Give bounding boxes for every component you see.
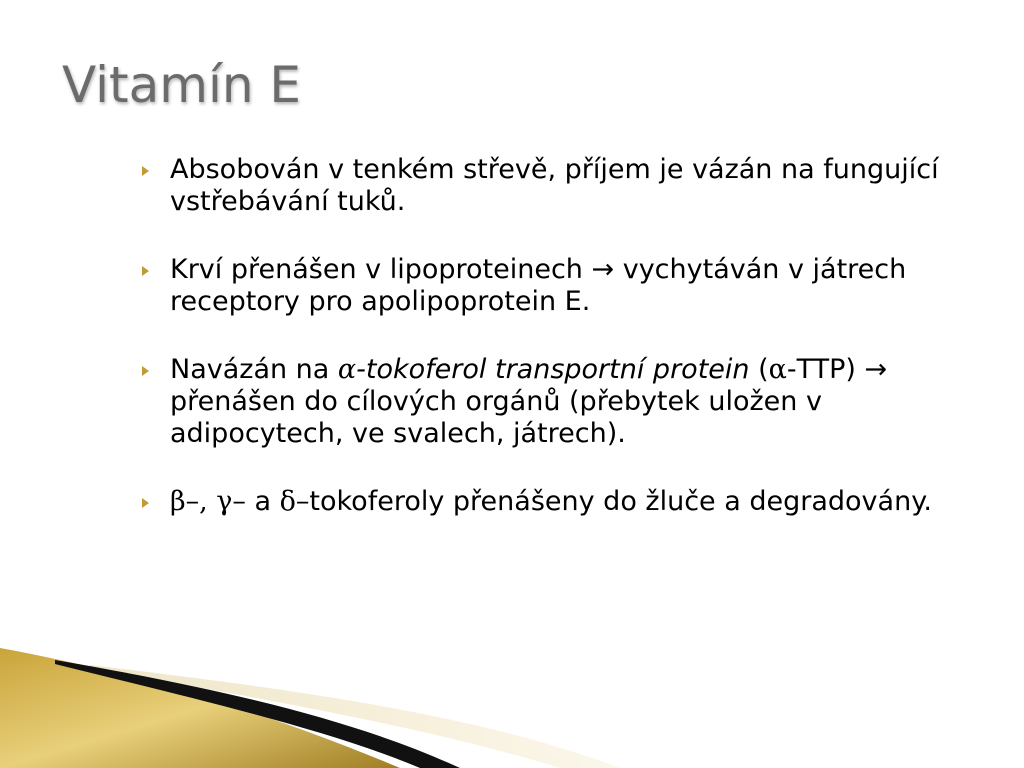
triangle-bullet-icon bbox=[142, 498, 149, 508]
bullet-item bbox=[142, 486, 972, 518]
bullet-item bbox=[142, 254, 972, 318]
bullet-item bbox=[142, 154, 972, 218]
beta-symbol: β–, bbox=[170, 486, 217, 517]
gamma-symbol: γ– bbox=[216, 486, 246, 517]
alpha-symbol: α bbox=[337, 354, 357, 385]
paren-open: ( bbox=[749, 354, 769, 385]
triangle-bullet-icon bbox=[142, 366, 149, 376]
triangle-bullet-icon bbox=[142, 166, 149, 176]
bullet-text-mid: a bbox=[245, 486, 280, 517]
bullet-text-rest: tokoferoly přenášeny do žluče a degradovány. bbox=[309, 486, 932, 517]
delta-symbol: δ– bbox=[279, 486, 310, 517]
bullet-italic-term: -tokoferol transportní protein bbox=[356, 354, 750, 385]
slide-title: Vitamín E bbox=[62, 56, 302, 114]
bullet-text: Absobován v tenkém střevě, příjem je vázán na fungující vstřebávání tuků. bbox=[170, 154, 939, 217]
gold-wedge bbox=[0, 648, 400, 768]
bullet-list bbox=[142, 154, 972, 518]
pale-band bbox=[90, 665, 620, 768]
black-stripe bbox=[55, 660, 460, 768]
bullet-text-prefix: Navázán na bbox=[170, 354, 338, 385]
triangle-bullet-icon bbox=[142, 266, 149, 276]
bullet-item bbox=[142, 354, 972, 450]
bullet-text: Krví přenášen v lipoproteinech → vychytáván v játrech receptory pro apolipoprotein E. bbox=[170, 254, 907, 317]
alpha-symbol: α bbox=[768, 354, 787, 385]
bullet-text-rest: -TTP) → přenášen do cílových orgánů (přebytek uložen v adipocytech, ve svalech, játrech). bbox=[170, 354, 888, 449]
